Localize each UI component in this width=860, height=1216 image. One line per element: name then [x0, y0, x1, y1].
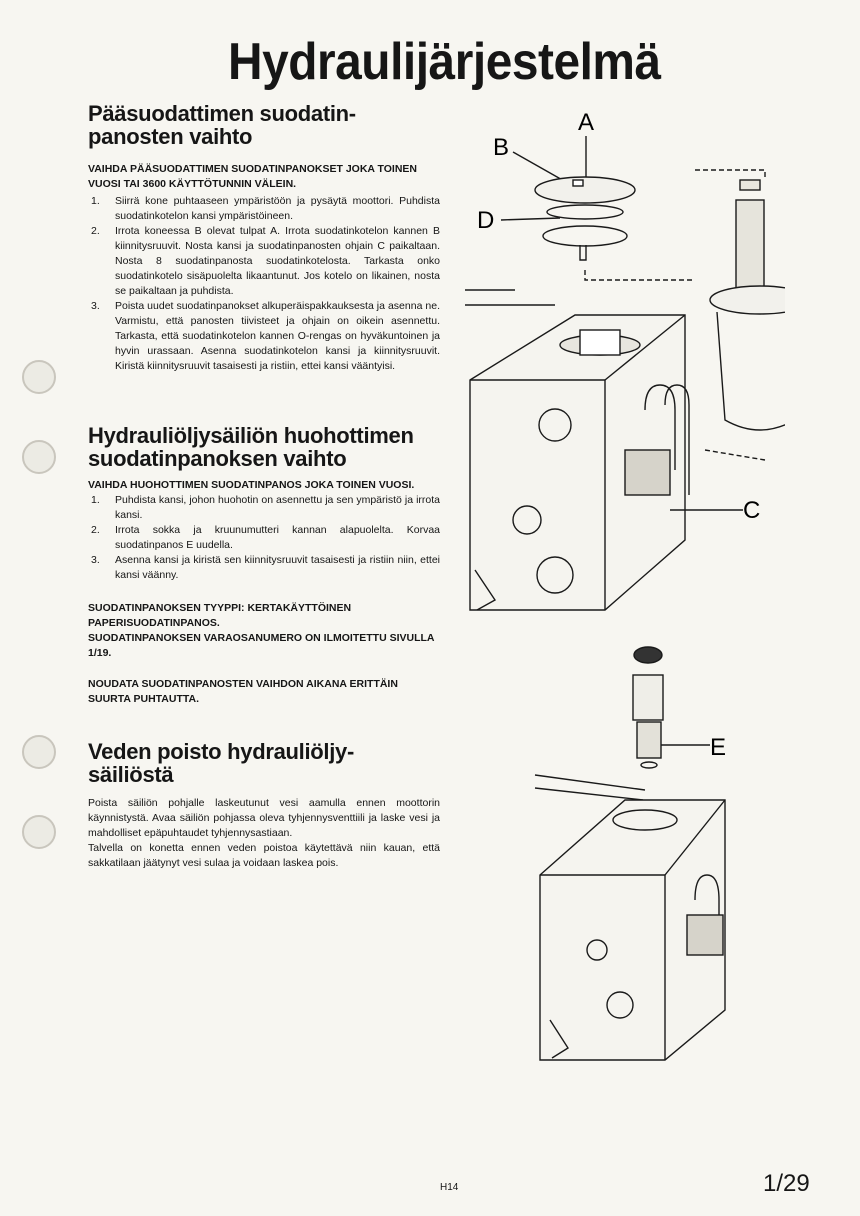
step-number: 2.	[91, 524, 100, 536]
leader-line-d	[501, 218, 560, 220]
label-c: C	[743, 497, 761, 524]
list-item	[88, 493, 440, 523]
step-text: Puhdista kansi, johon huohotin on asennettu ja sen ympäristö ja irrota kansi.	[115, 494, 440, 521]
label-b: B	[493, 134, 510, 161]
punch-hole	[22, 360, 56, 394]
step-text: Siirrä kone puhtaaseen ympäristöön ja pysäytä moottori. Puhdista suodatinkotelon kansi ympäristöineen.	[115, 195, 440, 222]
list-item	[88, 299, 440, 374]
housing-rim	[710, 286, 785, 314]
punch-hole	[22, 735, 56, 769]
list-item	[88, 553, 440, 583]
spring	[580, 245, 586, 260]
section-intro: VAIHDA PÄÄSUODATTIMEN SUODATINPANOKSET JOKA TOINEN VUOSI TAI 3600 KÄYTTÖTUNNIN VÄLEIN.	[88, 163, 418, 190]
pipe	[535, 775, 645, 800]
step-text: Irrota koneessa B olevat tulpat A. Irrota suodatinkotelon kannen B kiinnitysruuvit. Nosta kansi ja suodatinpanosten ohjain C paikaltaan. Nosta 8 suodatinpanosta suodatinkotelosta. Tarkasta onko suodatinkotelo sisäpuolelta likaantunut. Jos kotelo on likainen, nosta se paikaltaan ja puhdista.	[115, 225, 440, 297]
filter-cap	[740, 180, 760, 190]
section-title-line: Pääsuodattimen suodatin-	[88, 101, 356, 126]
plug	[573, 180, 583, 186]
washer	[641, 762, 657, 768]
list-item	[88, 224, 440, 299]
breather-illustration	[525, 640, 785, 1065]
steps-list	[88, 194, 440, 374]
filter-cartridge	[736, 200, 764, 300]
section-title	[88, 424, 440, 470]
step-number: 1.	[91, 195, 100, 207]
breather-cap	[634, 647, 662, 663]
dashed-guide	[585, 270, 695, 280]
punch-hole	[22, 815, 56, 849]
section-title	[88, 740, 440, 786]
section-title-line: säiliöstä	[88, 762, 174, 787]
guide-ring	[547, 205, 623, 219]
section-title-line: Veden poisto hydrauliöljy-	[88, 739, 355, 764]
step-number: 2.	[91, 225, 100, 237]
step-number: 1.	[91, 494, 100, 506]
valve-block	[687, 915, 723, 955]
punch-hole	[22, 440, 56, 474]
section-title-line: Hydrauliöljysäiliön huohottimen	[88, 423, 414, 448]
section-intro: VAIHDA HUOHOTTIMEN SUODATINPANOS JOKA TOINEN VUOSI.	[88, 479, 415, 491]
filter-type-note: SUODATINPANOKSEN TYYPPI: KERTAKÄYTTÖINEN PAPERISUODATINPANOS.	[88, 602, 352, 629]
section-title	[88, 102, 440, 148]
page-title: Hydraulijärjestelmä	[228, 33, 661, 91]
step-text: Poista uudet suodatinpanokset alkuperäispakkauksesta ja asenna ne. Varmistu, että panosten tiivisteet ja ohjain on oikein asennettu. Tarkasta, että suodatinkotelon kannen O-rengas on hyväkuntoinen ja hyvin urassaan. Asenna suodatinkotelon kansi ja kiinnitysruuvit. Kiristä kiinnitysruuvit tasaisesti ja ristiin, ettei kansi vääntyisi.	[115, 300, 440, 372]
section-title-line: suodatinpanoksen vaihto	[88, 446, 347, 471]
step-number: 3.	[91, 300, 100, 312]
filter-housing	[717, 312, 785, 430]
valve-block	[625, 450, 670, 495]
paragraph: Poista säiliön pohjalle laskeutunut vesi aamulla ennen moottorin käynnistystä. Avaa säiliön pohjassa oleva tyhjennysventtiili ja laske vesi ja mahdolliset epäpuhtaudet tyhjennysastiaan.	[88, 797, 440, 839]
cleanliness-note: NOUDATA SUODATINPANOSTEN VAIHDON AIKANA ERITTÄIN SUURTA PUHTAUTTA.	[88, 678, 398, 705]
breather-body	[633, 675, 663, 720]
dashed-guide	[705, 450, 765, 460]
main-filter-illustration	[455, 100, 785, 620]
page-code: H14	[440, 1182, 459, 1193]
spare-part-note: SUODATINPANOKSEN VARAOSANUMERO ON ILMOITETTU SIVULLA 1/19.	[88, 632, 435, 659]
filter-element	[580, 330, 620, 355]
list-item	[88, 194, 440, 224]
filter-lid	[535, 177, 635, 203]
steps-list	[88, 493, 440, 583]
page-number: 1/29	[763, 1170, 810, 1197]
section-main-filter	[88, 102, 440, 374]
section-breather-filter	[88, 424, 440, 707]
step-text: Irrota sokka ja kruunumutteri kannan alapuolelta. Korvaa suodatinpanos E uudella.	[115, 524, 440, 551]
label-e: E	[710, 734, 727, 761]
pipe	[465, 290, 555, 305]
section-title-line: panosten vaihto	[88, 124, 253, 149]
dashed-guide	[695, 170, 765, 180]
o-ring	[543, 226, 627, 246]
section-water-drain	[88, 740, 440, 871]
step-text: Asenna kansi ja kiristä sen kiinnitysruuvit tasaisesti ja ristiin niin, ettei kansi väänny.	[115, 554, 440, 581]
list-item	[88, 523, 440, 553]
step-number: 3.	[91, 554, 100, 566]
label-d: D	[477, 207, 495, 234]
filter-element-e	[637, 722, 661, 758]
label-a: A	[578, 109, 595, 136]
paragraph: Talvella on konetta ennen veden poistoa käytettävä niin kauan, että sakkatilaan jäätynyt vesi sulaa ja voidaan laskea pois.	[88, 842, 440, 869]
